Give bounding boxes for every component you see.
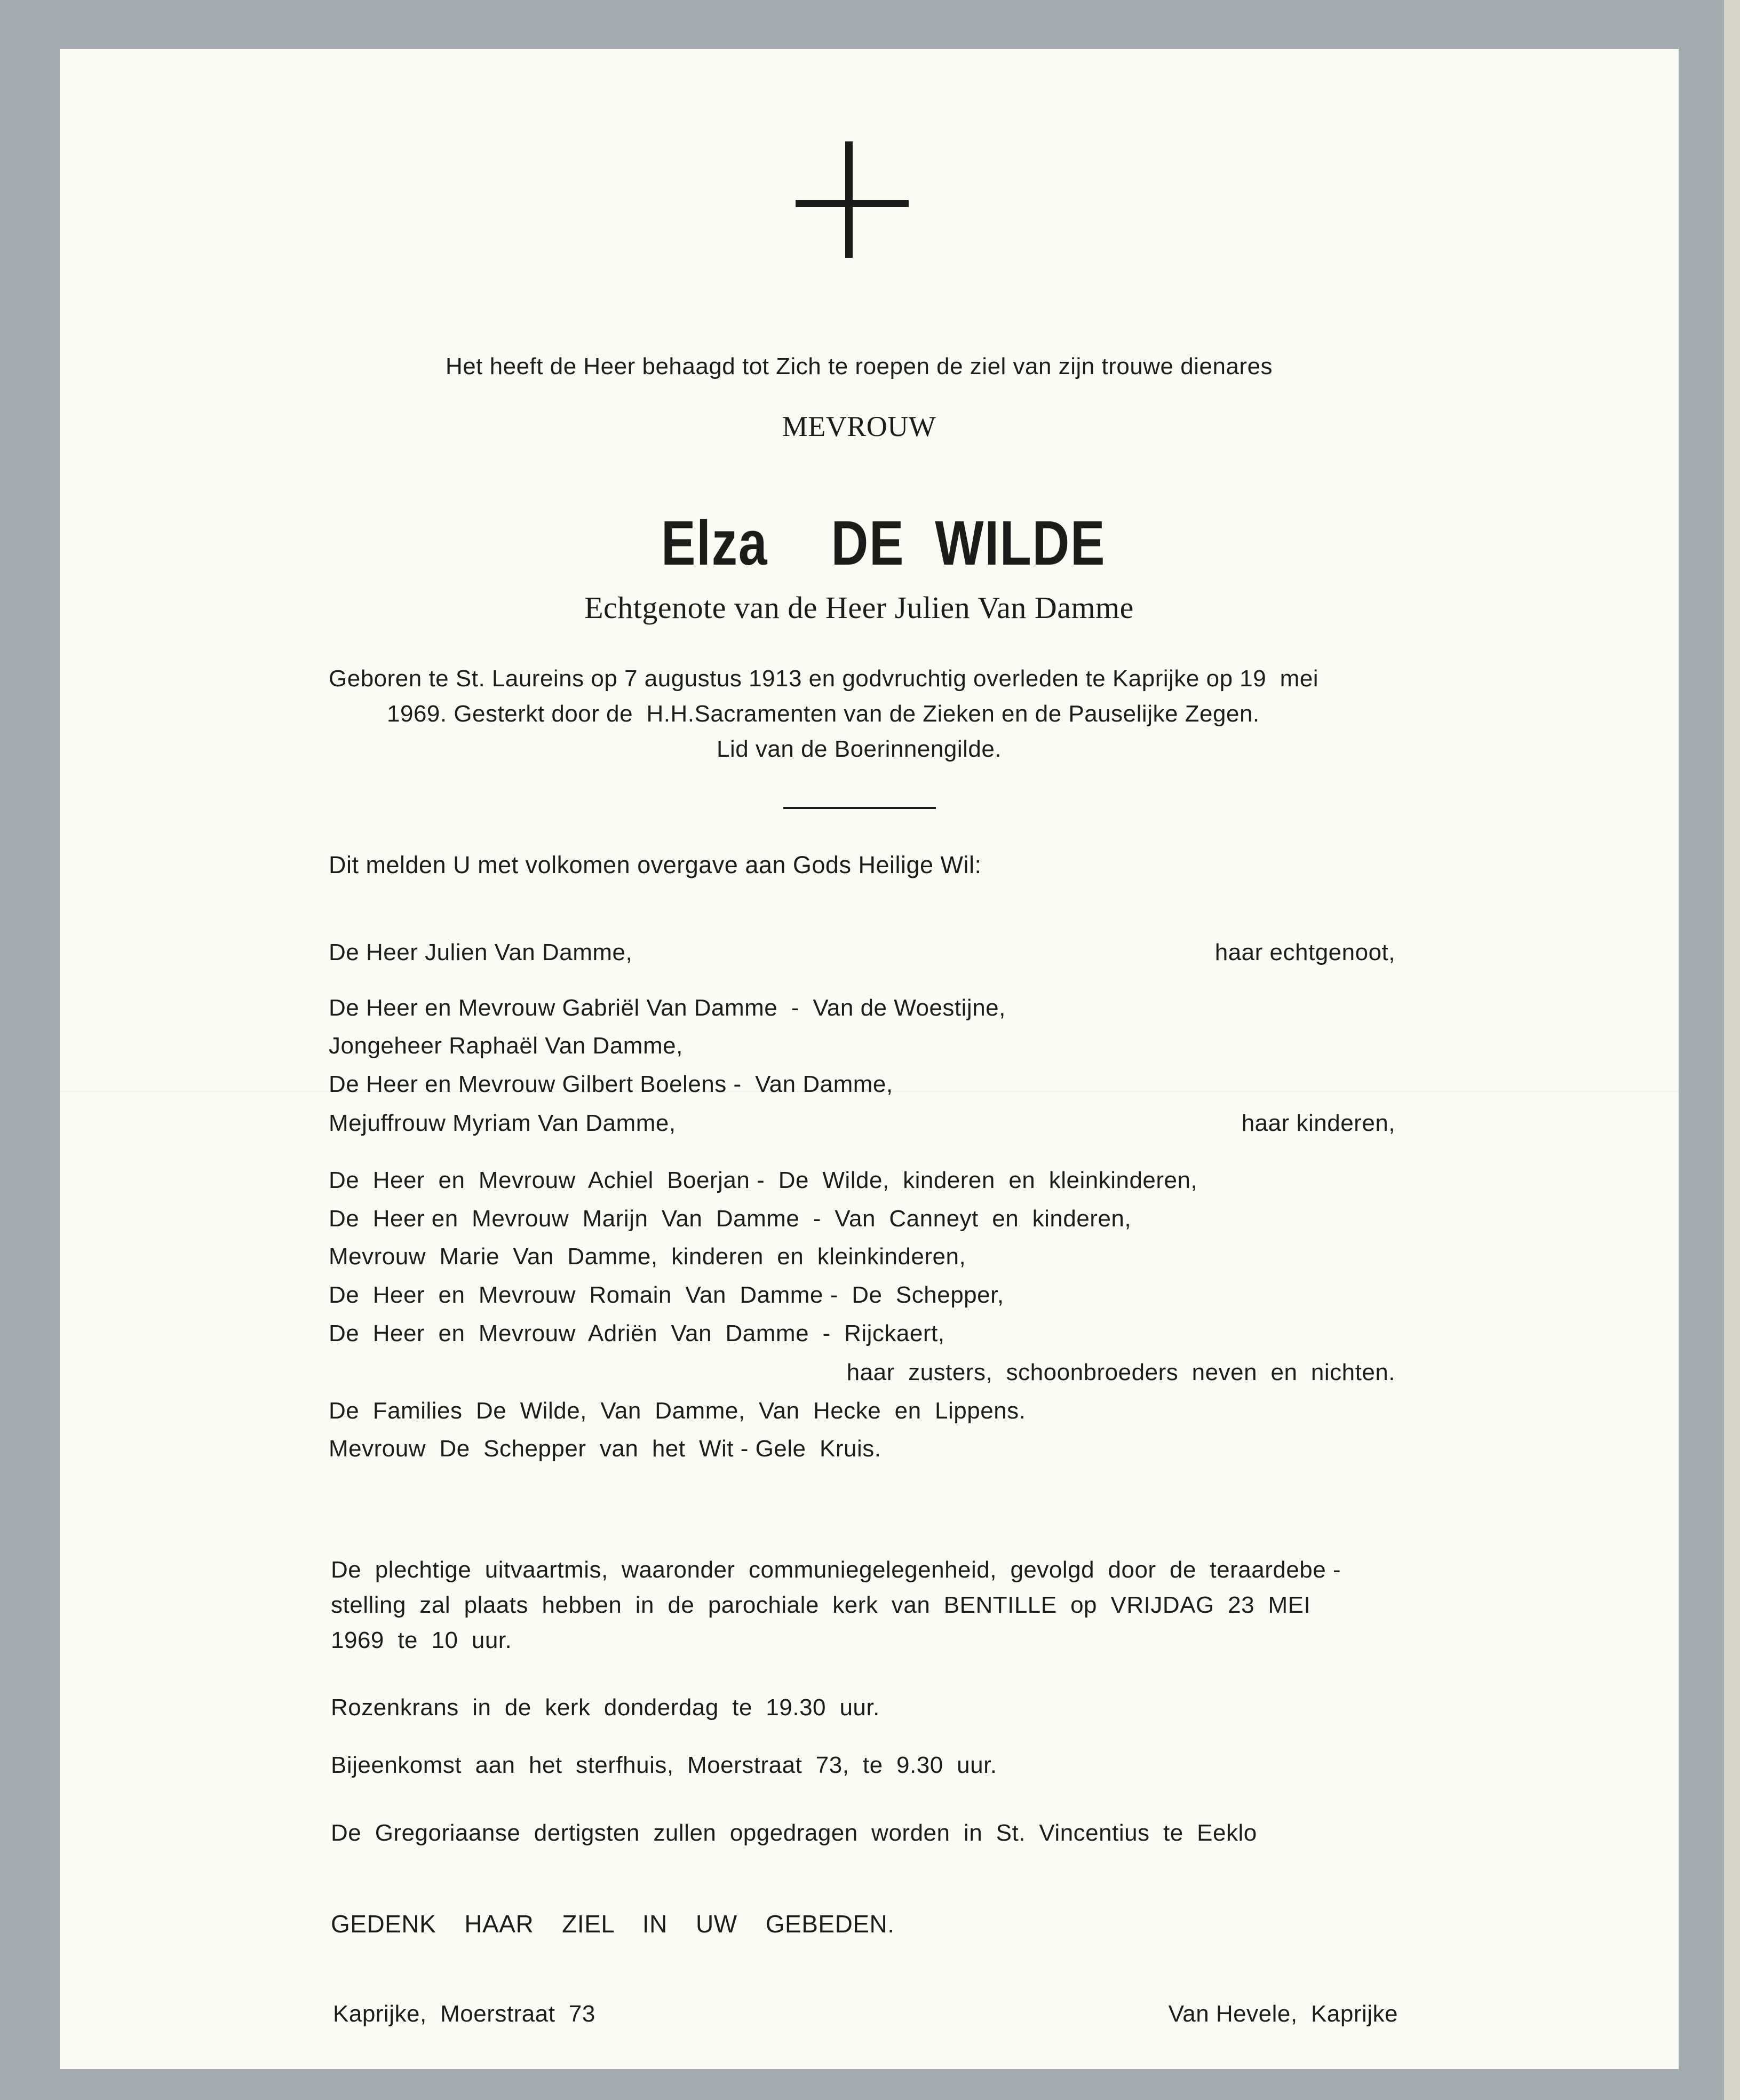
first-name: Elza — [661, 508, 768, 579]
other-line-1: De Families De Wilde, Van Damme, Van Hecke en Lippens. — [329, 1398, 1026, 1424]
gregorian-text: De Gregoriaanse dertigsten zullen opgedragen worden in St. Vincentius te Eeklo — [331, 1820, 1257, 1846]
child-line-3: De Heer en Mevrouw Gilbert Boelens - Van Damme, — [329, 1071, 893, 1097]
husband-role: haar echtgenoot, — [1214, 939, 1395, 965]
relative-line-3: Mevrouw Marie Van Damme, kinderen en kleinkinderen, — [329, 1243, 966, 1270]
announce-text: Dit melden U met volkomen overgave aan Gods Heilige Wil: — [329, 851, 982, 878]
deceased-name — [566, 488, 1206, 579]
title-prefix: MEVROUW — [782, 410, 936, 442]
bio-line-3: Lid van de Boerinnengilde. — [716, 736, 1002, 762]
relative-line-5: De Heer en Mevrouw Adriën Van Damme - Rijckaert, — [329, 1320, 945, 1346]
other-line-2: Mevrouw De Schepper van het Wit - Gele Kruis. — [329, 1436, 881, 1462]
relatives-role: haar zusters, schoonbroeders neven en nichten. — [846, 1359, 1395, 1385]
relative-line-2: De Heer en Mevrouw Marijn Van Damme - Van Canneyt en kinderen, — [329, 1206, 1132, 1232]
child-line-2: Jongeheer Raphaël Van Damme, — [329, 1033, 683, 1059]
divider-rule — [783, 807, 936, 809]
relative-line-4: De Heer en Mevrouw Romain Van Damme - De Schepper, — [329, 1282, 1004, 1308]
intro-text: Het heeft de Heer behaagd tot Zich te roepen de ziel van zijn trouwe dienares — [445, 353, 1273, 379]
husband-name: De Heer Julien Van Damme, — [329, 939, 633, 965]
prayer-text: GEDENK HAAR ZIEL IN UW GEBEDEN. — [331, 1910, 895, 1938]
child-line-4: Mejuffrouw Myriam Van Damme, — [329, 1110, 676, 1136]
service-line-2: stelling zal plaats hebben in de parochiale kerk van BENTILLE op VRIJDAG 23 MEI — [331, 1592, 1311, 1618]
last-name: DE WILDE — [831, 508, 1106, 579]
footer-printer: Van Hevele, Kaprijke — [1168, 2001, 1398, 2027]
service-line-1: De plechtige uitvaartmis, waaronder communiegelegenheid, gevolgd door de teraardebe - — [331, 1557, 1341, 1583]
spouse-line: Echtgenote van de Heer Julien Van Damme — [584, 590, 1134, 625]
gathering-text: Bijeenkomst aan het sterfhuis, Moerstraat 73, te 9.30 uur. — [331, 1752, 997, 1778]
card-edge — [1724, 0, 1740, 2100]
children-role: haar kinderen, — [1241, 1110, 1395, 1136]
footer-address: Kaprijke, Moerstraat 73 — [333, 2001, 595, 2027]
child-line-1: De Heer en Mevrouw Gabriël Van Damme - Van de Woestijne, — [329, 995, 1006, 1021]
relative-line-1: De Heer en Mevrouw Achiel Boerjan - De Wilde, kinderen en kleinkinderen, — [329, 1167, 1198, 1193]
service-line-3: 1969 te 10 uur. — [331, 1627, 512, 1653]
bio-line-1: Geboren te St. Laureins op 7 augustus 1913 en godvruchtig overleden te Kaprijke op 19 mei — [329, 665, 1319, 692]
rosary-text: Rozenkrans in de kerk donderdag te 19.30 uur. — [331, 1694, 880, 1721]
bio-line-2: 1969. Gesterkt door de H.H.Sacramenten van de Zieken en de Pauselijke Zegen. — [387, 701, 1260, 727]
